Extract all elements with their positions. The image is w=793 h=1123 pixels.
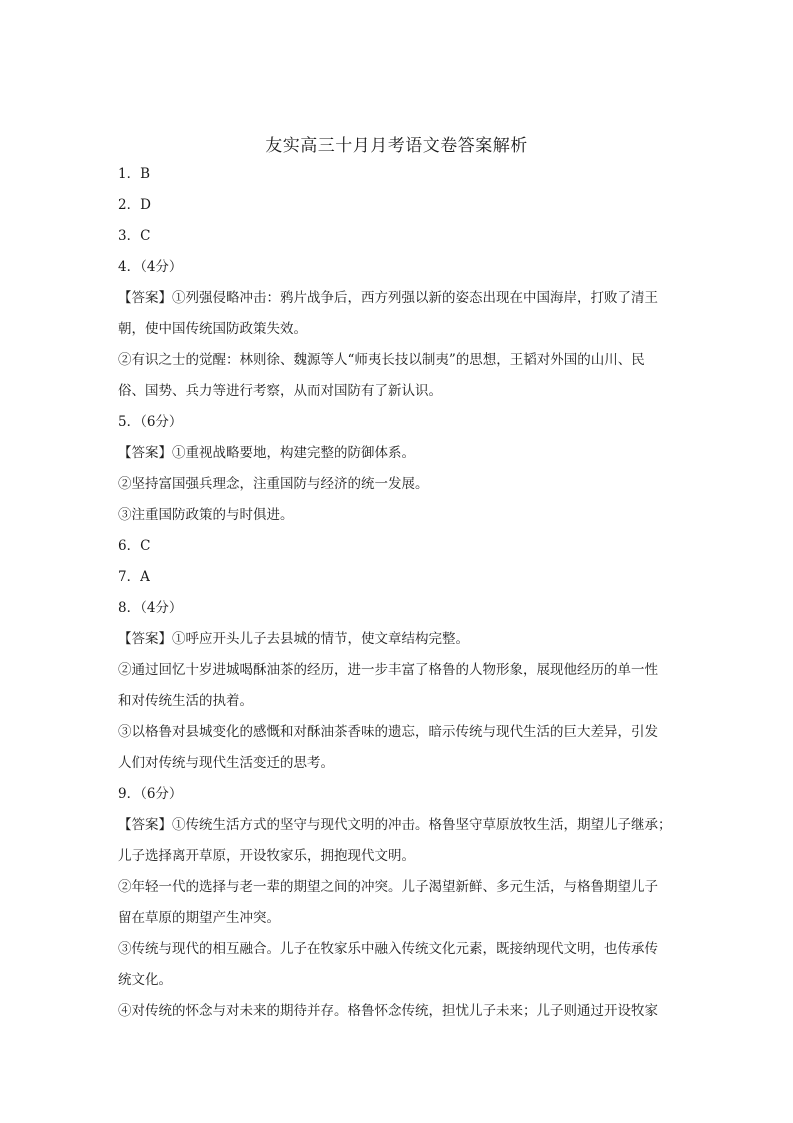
answer-line: ②有识之士的觉醒：林则徐、魏源等人“师夷长技以制夷”的思想，王韬对外国的山川、民 bbox=[118, 352, 645, 368]
answer-line: 俗、国势、兵力等进行考察，从而对国防有了新认识。 bbox=[118, 383, 442, 399]
answer-line: ②年轻一代的选择与老一辈的期望之间的冲突。儿子渴望新鲜、多元生活，与格鲁期望儿子 bbox=[118, 879, 658, 895]
answer-line: 1．B bbox=[118, 166, 151, 182]
answer-line: 留在草原的期望产生冲突。 bbox=[118, 910, 280, 926]
answer-line: ④对传统的怀念与对未来的期待并存。格鲁怀念传统，担忧儿子未来；儿子则通过开设牧家 bbox=[118, 1003, 658, 1019]
answer-line: 儿子选择离开草原，开设牧家乐，拥抱现代文明。 bbox=[118, 848, 415, 864]
answer-line: 人们对传统与现代生活变迁的思考。 bbox=[118, 755, 334, 771]
answer-line: 9．（6分） bbox=[118, 786, 183, 802]
answer-line: ③注重国防政策的与时俱进。 bbox=[118, 507, 294, 523]
answer-line: ②通过回忆十岁进城喝酥油茶的经历，进一步丰富了格鲁的人物形象，展现他经历的单一性 bbox=[118, 662, 658, 678]
answer-line: 6．C bbox=[118, 538, 151, 554]
answer-line: 4．（4分） bbox=[118, 259, 183, 275]
answer-line: 2．D bbox=[118, 197, 151, 213]
document-title: 友实高三十月月考语文卷答案解析 bbox=[265, 136, 528, 156]
answer-line: 【答案】①呼应开头儿子去县城的情节，使文章结构完整。 bbox=[118, 631, 469, 647]
answer-line: 5．（6分） bbox=[118, 414, 183, 430]
answer-line: 8．（4分） bbox=[118, 600, 183, 616]
answer-line: 【答案】①传统生活方式的坚守与现代文明的冲击。格鲁坚守草原放牧生活，期望儿子继承； bbox=[118, 817, 672, 833]
answer-line: 3．C bbox=[118, 228, 151, 244]
answer-line: ③以格鲁对县城变化的感慨和对酥油茶香味的遗忘，暗示传统与现代生活的巨大差异，引发 bbox=[118, 724, 658, 740]
answer-line: 【答案】①重视战略要地，构建完整的防御体系。 bbox=[118, 445, 415, 461]
answer-line: 7．A bbox=[118, 569, 150, 585]
answer-line: ③传统与现代的相互融合。儿子在牧家乐中融入传统文化元素，既接纳现代文明，也传承传 bbox=[118, 941, 658, 957]
answer-line: 和对传统生活的执着。 bbox=[118, 693, 253, 709]
answer-line: 朝，使中国传统国防政策失效。 bbox=[118, 321, 307, 337]
answer-line: 【答案】①列强侵略冲击：鸦片战争后，西方列强以新的姿态出现在中国海岸，打败了清王 bbox=[118, 290, 658, 306]
answer-line: 统文化。 bbox=[118, 972, 172, 988]
answer-line: ②坚持富国强兵理念，注重国防与经济的统一发展。 bbox=[118, 476, 429, 492]
